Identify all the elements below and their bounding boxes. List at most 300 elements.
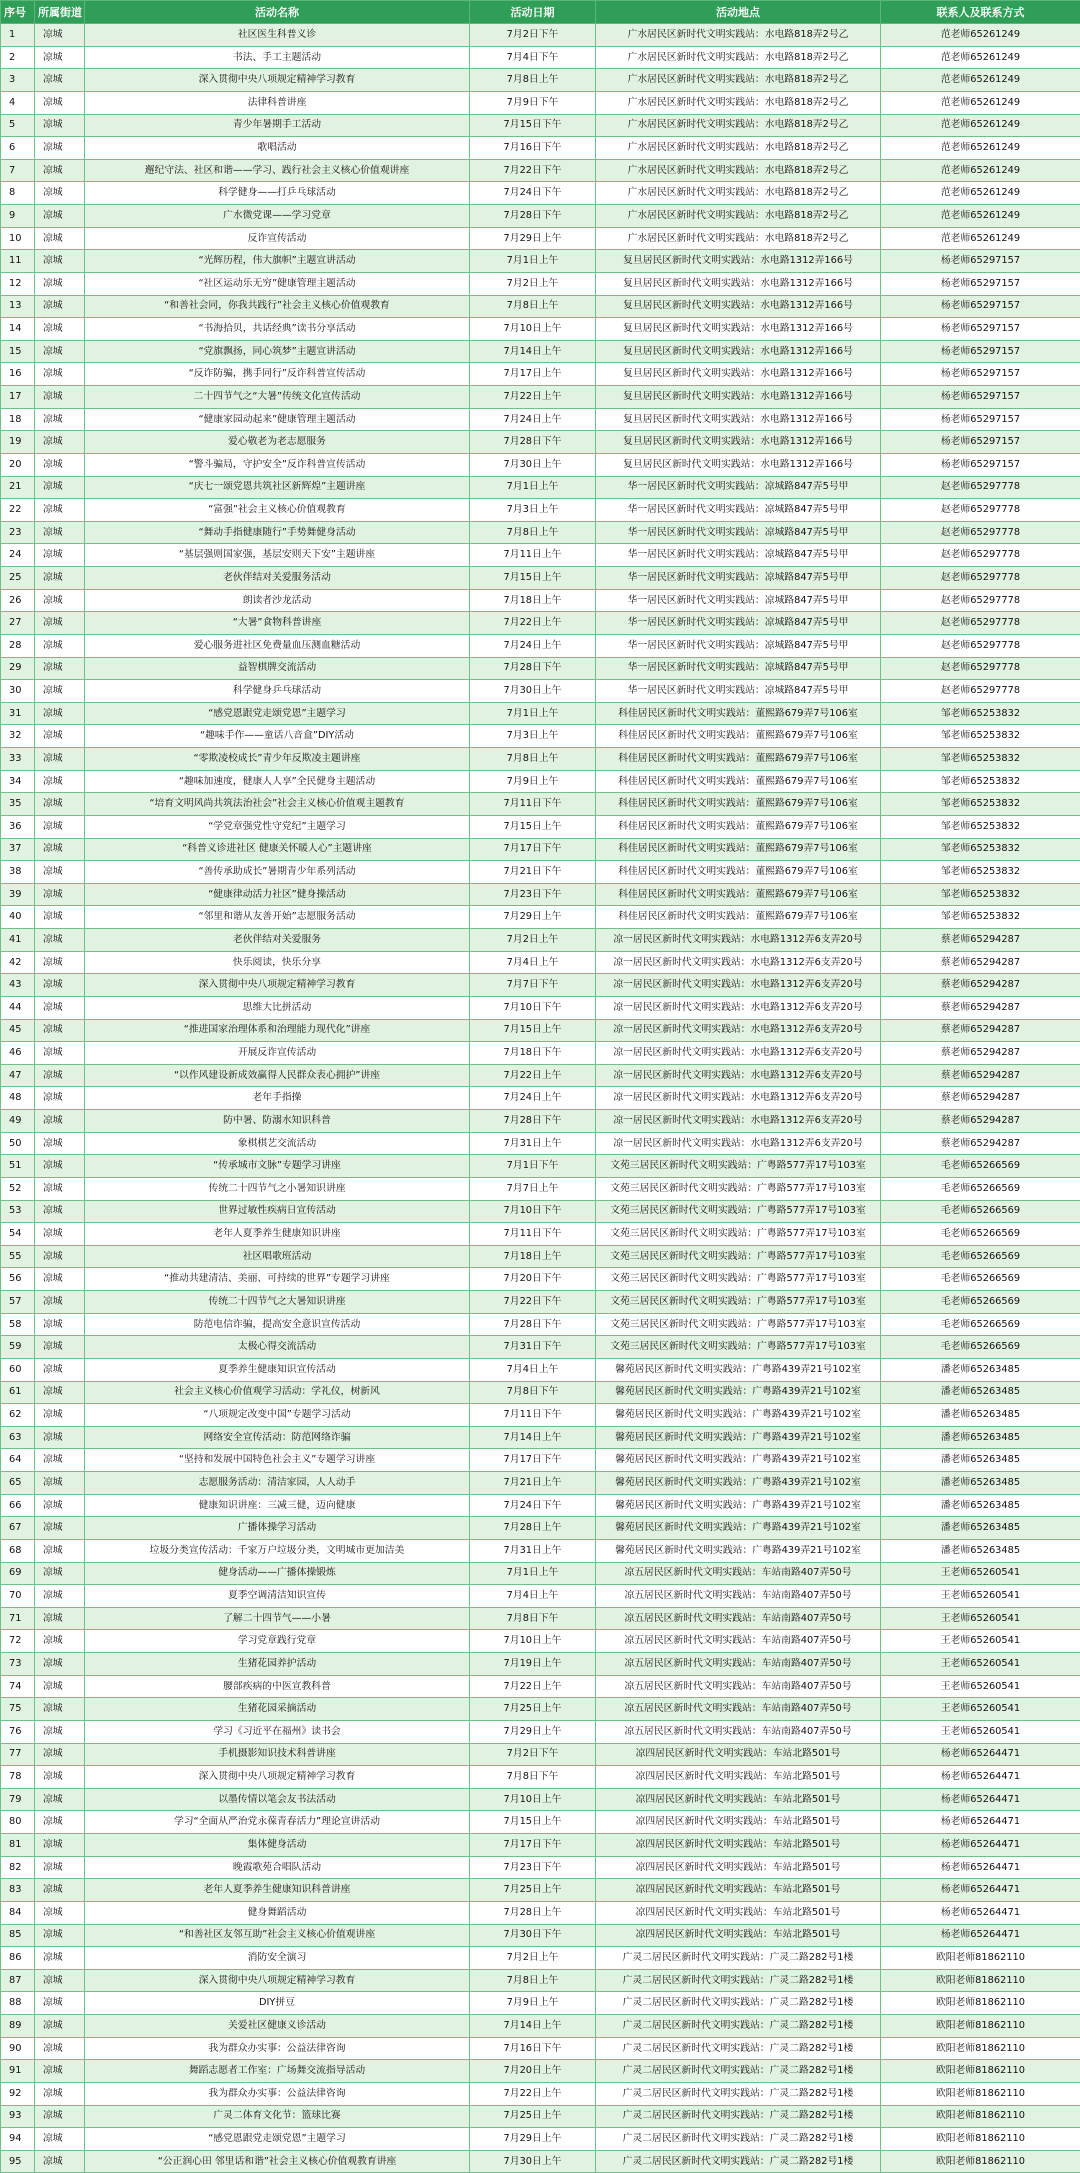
table-row [1,2060,1080,2083]
cell-activity-location: 复旦居民区新时代文明实践站：水电路1312弄166号 [596,340,881,363]
cell-activity-name: 社区医生科普义诊 [85,24,470,47]
cell-activity-location: 凉一居民区新时代文明实践站：水电路1312弄6支弄20号 [596,951,881,974]
cell-contact: 赵老师65297778 [881,567,1080,590]
cell-street: 凉城 [35,906,85,929]
table-row [1,906,1080,929]
cell-street: 凉城 [35,1901,85,1924]
cell-activity-name: “善传承助成长”暑期青少年系列活动 [85,861,470,884]
cell-activity-date: 7月3日上午 [470,725,596,748]
cell-index: 10 [1,227,35,250]
cell-street: 凉城 [35,1449,85,1472]
cell-street: 凉城 [35,951,85,974]
cell-activity-name: 深入贯彻中央八项规定精神学习教育 [85,974,470,997]
cell-activity-location: 凉四居民区新时代文明实践站：车站北路501号 [596,1743,881,1766]
cell-contact: 杨老师65297157 [881,408,1080,431]
table-row [1,408,1080,431]
cell-index: 5 [1,114,35,137]
cell-activity-name: 邂纪守法、社区和谐——学习、践行社会主义核心价值观讲座 [85,159,470,182]
cell-activity-location: 科佳居民区新时代文明实践站：董熙路679弄7号106室 [596,702,881,725]
cell-activity-name: 广水微党课——学习党章 [85,205,470,228]
cell-street: 凉城 [35,1653,85,1676]
cell-street: 凉城 [35,521,85,544]
table-row [1,1992,1080,2015]
cell-activity-name: “大暑”食物科普讲座 [85,612,470,635]
cell-index: 35 [1,793,35,816]
cell-activity-name: 广灵二体育文化节：篮球比赛 [85,2105,470,2128]
cell-street: 凉城 [35,1856,85,1879]
cell-street: 凉城 [35,1947,85,1970]
table-row [1,2015,1080,2038]
table-row [1,861,1080,884]
cell-activity-name: “感党恩跟党走颂党恩”主题学习 [85,702,470,725]
cell-activity-name: “培育文明风尚共筑法治社会”社会主义核心价值观主题教育 [85,793,470,816]
cell-activity-location: 文苑三居民区新时代文明实践站：广粤路577弄17号103室 [596,1200,881,1223]
cell-index: 49 [1,1110,35,1133]
cell-index: 37 [1,838,35,861]
cell-activity-name: 世界过敏性疾病日宣传活动 [85,1200,470,1223]
cell-activity-date: 7月24日下午 [470,1494,596,1517]
cell-contact: 邹老师65253832 [881,702,1080,725]
cell-activity-date: 7月16日下午 [470,137,596,160]
cell-activity-location: 华一居民区新时代文明实践站：凉城路847弄5号甲 [596,612,881,635]
cell-activity-name: 思维大比拼活动 [85,996,470,1019]
table-row [1,589,1080,612]
cell-contact: 王老师65260541 [881,1675,1080,1698]
table-row [1,182,1080,205]
cell-activity-name: 老年人夏季养生健康知识科普讲座 [85,1879,470,1902]
cell-street: 凉城 [35,1042,85,1065]
table-row [1,69,1080,92]
cell-activity-name: “传承城市文脉”专题学习讲座 [85,1155,470,1178]
cell-street: 凉城 [35,1607,85,1630]
cell-activity-date: 7月10日下午 [470,996,596,1019]
cell-contact: 潘老师65263485 [881,1539,1080,1562]
cell-index: 36 [1,815,35,838]
cell-street: 凉城 [35,567,85,590]
cell-activity-name: “健康家园动起来”健康管理主题活动 [85,408,470,431]
cell-street: 凉城 [35,2128,85,2151]
header-index: 序号 [1,1,35,24]
cell-index: 44 [1,996,35,1019]
cell-index: 52 [1,1177,35,1200]
cell-contact: 范老师65261249 [881,182,1080,205]
cell-contact: 潘老师65263485 [881,1358,1080,1381]
cell-index: 48 [1,1087,35,1110]
cell-activity-date: 7月22日上午 [470,1064,596,1087]
cell-activity-location: 广灵二居民区新时代文明实践站：广灵二路282号1楼 [596,2082,881,2105]
cell-street: 凉城 [35,91,85,114]
table-row [1,386,1080,409]
cell-activity-date: 7月8日上午 [470,521,596,544]
cell-activity-name: 爱心敬老为老志愿服务 [85,431,470,454]
cell-activity-location: 复旦居民区新时代文明实践站：水电路1312弄166号 [596,250,881,273]
table-row [1,612,1080,635]
cell-index: 54 [1,1223,35,1246]
table-row [1,1675,1080,1698]
cell-contact: 蔡老师65294287 [881,974,1080,997]
table-row [1,227,1080,250]
cell-street: 凉城 [35,182,85,205]
cell-index: 1 [1,24,35,47]
table-row [1,318,1080,341]
cell-index: 51 [1,1155,35,1178]
cell-activity-location: 馨苑居民区新时代文明实践站：广粤路439弄21号102室 [596,1494,881,1517]
cell-street: 凉城 [35,69,85,92]
table-row [1,1087,1080,1110]
cell-index: 22 [1,499,35,522]
cell-activity-location: 凉五居民区新时代文明实践站：车站南路407弄50号 [596,1675,881,1698]
cell-activity-date: 7月11日上午 [470,544,596,567]
cell-activity-date: 7月3日上午 [470,499,596,522]
cell-street: 凉城 [35,1132,85,1155]
cell-activity-location: 凉一居民区新时代文明实践站：水电路1312弄6支弄20号 [596,996,881,1019]
table-row [1,1539,1080,1562]
cell-activity-location: 凉四居民区新时代文明实践站：车站北路501号 [596,1834,881,1857]
cell-contact: 杨老师65297157 [881,250,1080,273]
cell-activity-date: 7月25日上午 [470,2105,596,2128]
cell-index: 73 [1,1653,35,1676]
table-row [1,793,1080,816]
cell-street: 凉城 [35,1743,85,1766]
cell-activity-date: 7月8日下午 [470,1607,596,1630]
cell-contact: 杨老师65264471 [881,1743,1080,1766]
cell-activity-location: 文苑三居民区新时代文明实践站：广粤路577弄17号103室 [596,1155,881,1178]
cell-activity-location: 馨苑居民区新时代文明实践站：广粤路439弄21号102室 [596,1358,881,1381]
cell-activity-name: 二十四节气之“大暑”传统文化宣传活动 [85,386,470,409]
cell-activity-location: 馨苑居民区新时代文明实践站：广粤路439弄21号102室 [596,1472,881,1495]
cell-activity-name: 老伙伴结对关爱服务活动 [85,567,470,590]
table-row [1,929,1080,952]
cell-activity-date: 7月2日上午 [470,1947,596,1970]
cell-activity-location: 科佳居民区新时代文明实践站：董熙路679弄7号106室 [596,793,881,816]
table-row [1,205,1080,228]
cell-street: 凉城 [35,2150,85,2173]
cell-index: 60 [1,1358,35,1381]
cell-activity-location: 馨苑居民区新时代文明实践站：广粤路439弄21号102室 [596,1449,881,1472]
cell-index: 95 [1,2150,35,2173]
cell-index: 7 [1,159,35,182]
cell-activity-location: 凉五居民区新时代文明实践站：车站南路407弄50号 [596,1585,881,1608]
table-row [1,2128,1080,2151]
cell-activity-name: 学习“全面从严治党永葆青春活力”理论宣讲活动 [85,1811,470,1834]
header-activity-date: 活动日期 [470,1,596,24]
cell-index: 66 [1,1494,35,1517]
cell-index: 29 [1,657,35,680]
cell-activity-location: 广灵二居民区新时代文明实践站：广灵二路282号1楼 [596,2037,881,2060]
table-row [1,295,1080,318]
cell-activity-location: 广灵二居民区新时代文明实践站：广灵二路282号1楼 [596,2150,881,2173]
cell-street: 凉城 [35,793,85,816]
cell-contact: 毛老师65266569 [881,1223,1080,1246]
cell-activity-location: 馨苑居民区新时代文明实践站：广粤路439弄21号102室 [596,1517,881,1540]
table-row [1,1698,1080,1721]
cell-activity-date: 7月29日上午 [470,906,596,929]
cell-street: 凉城 [35,1110,85,1133]
cell-street: 凉城 [35,1313,85,1336]
cell-activity-date: 7月30日上午 [470,2150,596,2173]
cell-activity-name: 夏季养生健康知识宣传活动 [85,1358,470,1381]
cell-street: 凉城 [35,453,85,476]
cell-street: 凉城 [35,1472,85,1495]
cell-street: 凉城 [35,1404,85,1427]
header-activity-location: 活动地点 [596,1,881,24]
cell-activity-name: 舞蹈志愿者工作室：广场舞交流指导活动 [85,2060,470,2083]
cell-activity-location: 广水居民区新时代文明实践站：水电路818弄2号乙 [596,69,881,92]
cell-activity-location: 复旦居民区新时代文明实践站：水电路1312弄166号 [596,318,881,341]
cell-activity-date: 7月28日下午 [470,1313,596,1336]
table-row [1,883,1080,906]
cell-street: 凉城 [35,1268,85,1291]
cell-activity-name: “推进国家治理体系和治理能力现代化”讲座 [85,1019,470,1042]
cell-index: 93 [1,2105,35,2128]
cell-activity-name: 防范电信诈骗，提高安全意识宣传活动 [85,1313,470,1336]
cell-activity-date: 7月8日上午 [470,295,596,318]
cell-index: 65 [1,1472,35,1495]
table-row [1,1766,1080,1789]
cell-activity-date: 7月15日上午 [470,567,596,590]
cell-street: 凉城 [35,2105,85,2128]
cell-activity-date: 7月2日下午 [470,1743,596,1766]
cell-activity-name: 开展反诈宣传活动 [85,1042,470,1065]
cell-index: 32 [1,725,35,748]
cell-index: 16 [1,363,35,386]
cell-activity-name: 我为群众办实事：公益法律咨询 [85,2037,470,2060]
cell-contact: 欧阳老师81862110 [881,2150,1080,2173]
cell-activity-location: 广水居民区新时代文明实践站：水电路818弄2号乙 [596,137,881,160]
cell-street: 凉城 [35,1811,85,1834]
cell-contact: 邹老师65253832 [881,883,1080,906]
table-row [1,521,1080,544]
cell-activity-name: “趣味加速度，健康人人享”全民健身主题活动 [85,770,470,793]
cell-street: 凉城 [35,1494,85,1517]
cell-street: 凉城 [35,137,85,160]
cell-activity-date: 7月4日下午 [470,46,596,69]
cell-activity-name: 象棋棋艺交流活动 [85,1132,470,1155]
cell-contact: 潘老师65263485 [881,1426,1080,1449]
cell-index: 34 [1,770,35,793]
cell-index: 79 [1,1788,35,1811]
cell-street: 凉城 [35,295,85,318]
cell-contact: 赵老师65297778 [881,499,1080,522]
cell-contact: 杨老师65297157 [881,453,1080,476]
cell-activity-location: 凉一居民区新时代文明实践站：水电路1312弄6支弄20号 [596,1110,881,1133]
cell-activity-date: 7月1日下午 [470,1155,596,1178]
table-header [1,1,1080,24]
cell-activity-location: 凉四居民区新时代文明实践站：车站北路501号 [596,1924,881,1947]
cell-contact: 杨老师65264471 [881,1788,1080,1811]
cell-activity-location: 馨苑居民区新时代文明实践站：广粤路439弄21号102室 [596,1539,881,1562]
cell-index: 81 [1,1834,35,1857]
cell-activity-name: “书海拾贝，共话经典”读书分享活动 [85,318,470,341]
cell-index: 30 [1,680,35,703]
cell-activity-date: 7月11日下午 [470,793,596,816]
cell-street: 凉城 [35,1969,85,1992]
cell-street: 凉城 [35,1539,85,1562]
table-row [1,974,1080,997]
cell-activity-date: 7月24日上午 [470,1087,596,1110]
cell-activity-date: 7月2日上午 [470,272,596,295]
cell-street: 凉城 [35,1223,85,1246]
cell-index: 40 [1,906,35,929]
table-row [1,1110,1080,1133]
cell-activity-date: 7月23日下午 [470,1856,596,1879]
cell-activity-location: 凉一居民区新时代文明实践站：水电路1312弄6支弄20号 [596,1042,881,1065]
cell-contact: 范老师65261249 [881,159,1080,182]
table-row [1,1064,1080,1087]
cell-activity-name: 益智棋牌交流活动 [85,657,470,680]
cell-contact: 毛老师65266569 [881,1268,1080,1291]
table-row [1,114,1080,137]
cell-street: 凉城 [35,702,85,725]
table-row [1,1562,1080,1585]
cell-contact: 范老师65261249 [881,114,1080,137]
cell-activity-name: 健康知识讲座：三减三健，迈向健康 [85,1494,470,1517]
cell-street: 凉城 [35,2015,85,2038]
cell-activity-date: 7月30日下午 [470,1924,596,1947]
cell-activity-name: 网络安全宣传活动：防范网络诈骗 [85,1426,470,1449]
cell-activity-date: 7月17日下午 [470,1834,596,1857]
cell-activity-location: 广水居民区新时代文明实践站：水电路818弄2号乙 [596,205,881,228]
cell-activity-location: 凉五居民区新时代文明实践站：车站南路407弄50号 [596,1630,881,1653]
cell-contact: 毛老师65266569 [881,1291,1080,1314]
table-row [1,657,1080,680]
cell-contact: 邹老师65253832 [881,815,1080,838]
cell-index: 19 [1,431,35,454]
table-row [1,1042,1080,1065]
cell-activity-location: 凉一居民区新时代文明实践站：水电路1312弄6支弄20号 [596,1087,881,1110]
cell-activity-date: 7月15日下午 [470,114,596,137]
cell-contact: 范老师65261249 [881,137,1080,160]
table-row [1,363,1080,386]
cell-contact: 杨老师65264471 [881,1811,1080,1834]
cell-contact: 潘老师65263485 [881,1381,1080,1404]
cell-street: 凉城 [35,1834,85,1857]
table-row [1,1019,1080,1042]
cell-activity-name: 老伙伴结对关爱服务 [85,929,470,952]
cell-activity-date: 7月17日下午 [470,838,596,861]
cell-activity-name: 朗读者沙龙活动 [85,589,470,612]
cell-street: 凉城 [35,1788,85,1811]
cell-contact: 赵老师65297778 [881,612,1080,635]
cell-contact: 王老师65260541 [881,1653,1080,1676]
cell-street: 凉城 [35,838,85,861]
cell-index: 23 [1,521,35,544]
cell-index: 76 [1,1720,35,1743]
cell-activity-location: 广水居民区新时代文明实践站：水电路818弄2号乙 [596,227,881,250]
cell-activity-name: “反诈防骗，携手同行”反诈科普宣传活动 [85,363,470,386]
cell-activity-name: 科学健身乒乓球活动 [85,680,470,703]
cell-activity-location: 凉四居民区新时代文明实践站：车站北路501号 [596,1879,881,1902]
cell-activity-date: 7月8日上午 [470,748,596,771]
cell-activity-location: 凉四居民区新时代文明实践站：车站北路501号 [596,1856,881,1879]
cell-contact: 邹老师65253832 [881,748,1080,771]
table-row [1,1177,1080,1200]
table-row [1,1879,1080,1902]
cell-index: 69 [1,1562,35,1585]
table-row [1,1585,1080,1608]
table-row [1,499,1080,522]
table-row [1,567,1080,590]
cell-activity-name: 老年人夏季养生健康知识讲座 [85,1223,470,1246]
cell-contact: 王老师65260541 [881,1630,1080,1653]
cell-index: 70 [1,1585,35,1608]
table-row [1,137,1080,160]
cell-index: 47 [1,1064,35,1087]
cell-street: 凉城 [35,1517,85,1540]
cell-activity-location: 文苑三居民区新时代文明实践站：广粤路577弄17号103室 [596,1245,881,1268]
cell-contact: 蔡老师65294287 [881,996,1080,1019]
cell-activity-date: 7月24日上午 [470,408,596,431]
cell-contact: 王老师65260541 [881,1698,1080,1721]
cell-street: 凉城 [35,114,85,137]
cell-contact: 王老师65260541 [881,1585,1080,1608]
cell-index: 18 [1,408,35,431]
table-row [1,159,1080,182]
cell-activity-date: 7月23日下午 [470,883,596,906]
table-row [1,1607,1080,1630]
cell-activity-location: 华一居民区新时代文明实践站：凉城路847弄5号甲 [596,657,881,680]
cell-activity-location: 科佳居民区新时代文明实践站：董熙路679弄7号106室 [596,883,881,906]
cell-activity-name: 腰部疾病的中医宣教科普 [85,1675,470,1698]
table-row [1,1155,1080,1178]
cell-activity-name: 集体健身活动 [85,1834,470,1857]
cell-activity-location: 科佳居民区新时代文明实践站：董熙路679弄7号106室 [596,906,881,929]
cell-activity-location: 广水居民区新时代文明实践站：水电路818弄2号乙 [596,182,881,205]
cell-index: 82 [1,1856,35,1879]
cell-activity-location: 华一居民区新时代文明实践站：凉城路847弄5号甲 [596,634,881,657]
cell-index: 67 [1,1517,35,1540]
cell-street: 凉城 [35,2082,85,2105]
table-row [1,1788,1080,1811]
cell-index: 26 [1,589,35,612]
cell-activity-date: 7月29日上午 [470,227,596,250]
cell-index: 85 [1,1924,35,1947]
cell-activity-name: “零欺凌校成长”青少年反欺凌主题讲座 [85,748,470,771]
cell-index: 78 [1,1766,35,1789]
cell-activity-date: 7月11日下午 [470,1223,596,1246]
cell-contact: 蔡老师65294287 [881,1132,1080,1155]
cell-activity-name: “邻里和谐从友善开始”志愿服务活动 [85,906,470,929]
cell-street: 凉城 [35,408,85,431]
cell-street: 凉城 [35,815,85,838]
cell-activity-date: 7月28日上午 [470,1517,596,1540]
table-row [1,2037,1080,2060]
cell-activity-name: 深入贯彻中央八项规定精神学习教育 [85,69,470,92]
cell-activity-location: 文苑三居民区新时代文明实践站：广粤路577弄17号103室 [596,1268,881,1291]
cell-contact: 赵老师65297778 [881,544,1080,567]
cell-index: 62 [1,1404,35,1427]
table-row [1,770,1080,793]
table-row [1,1381,1080,1404]
cell-activity-location: 复旦居民区新时代文明实践站：水电路1312弄166号 [596,295,881,318]
table-row [1,680,1080,703]
cell-activity-date: 7月22日上午 [470,2082,596,2105]
cell-street: 凉城 [35,1879,85,1902]
cell-index: 71 [1,1607,35,1630]
table-row [1,815,1080,838]
cell-contact: 潘老师65263485 [881,1494,1080,1517]
cell-activity-location: 华一居民区新时代文明实践站：凉城路847弄5号甲 [596,521,881,544]
cell-street: 凉城 [35,1698,85,1721]
cell-activity-location: 广灵二居民区新时代文明实践站：广灵二路282号1楼 [596,2105,881,2128]
cell-activity-date: 7月10日上午 [470,318,596,341]
cell-index: 64 [1,1449,35,1472]
cell-street: 凉城 [35,1336,85,1359]
cell-street: 凉城 [35,24,85,47]
cell-street: 凉城 [35,1992,85,2015]
cell-street: 凉城 [35,1585,85,1608]
cell-index: 38 [1,861,35,884]
